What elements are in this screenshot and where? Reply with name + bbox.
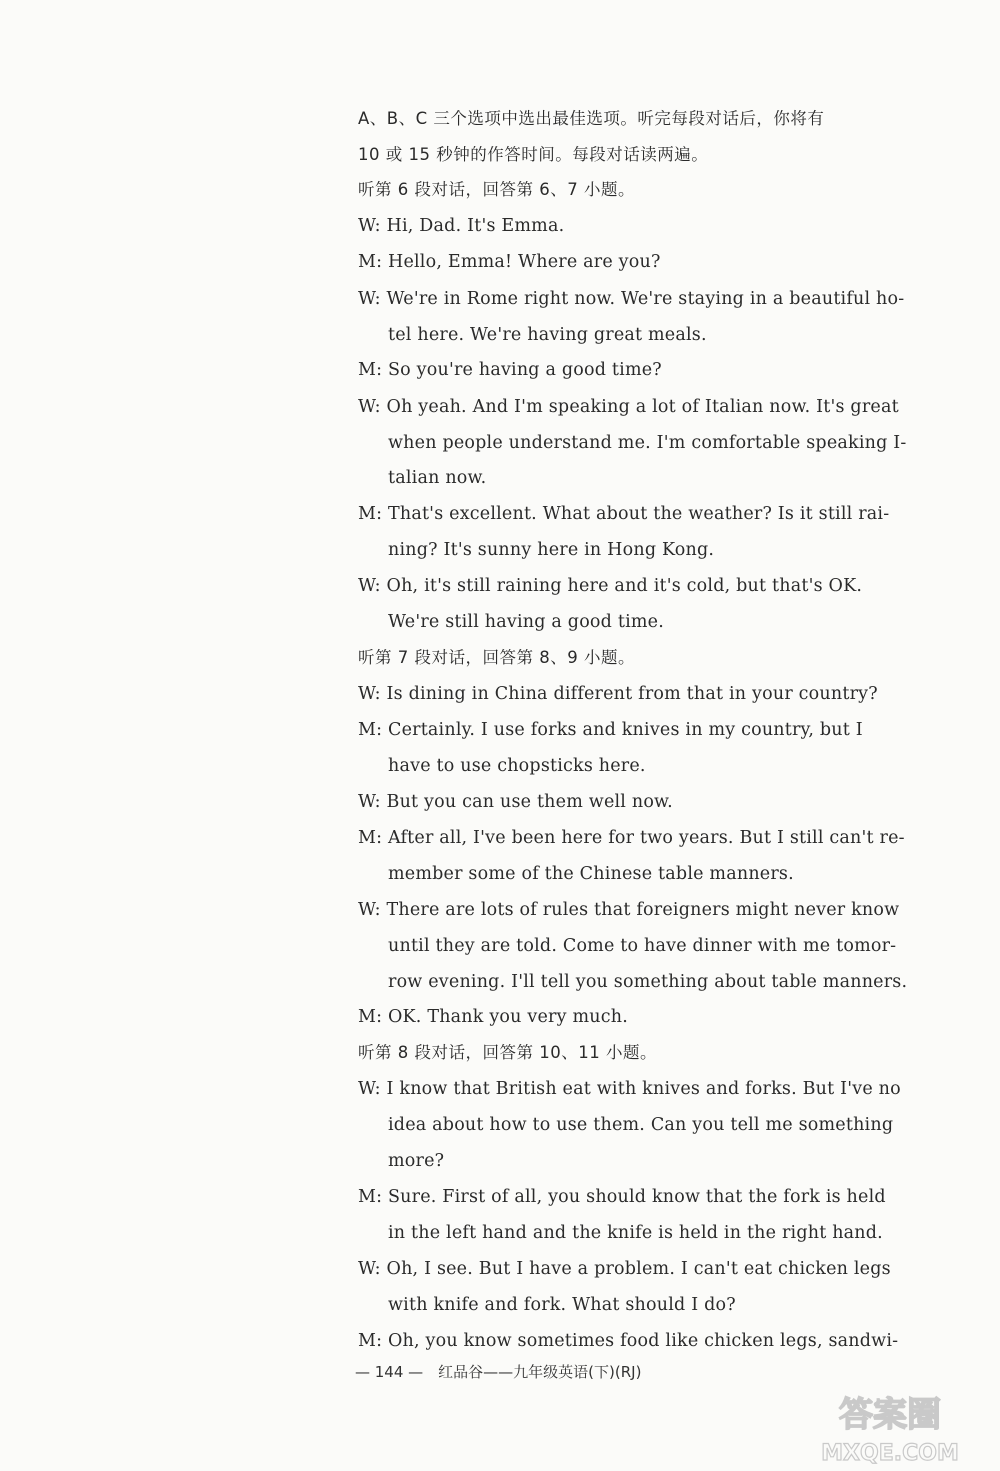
instruction-line: A、B、C 三个选项中选出最佳选项。听完每段对话后，你将有 [358, 109, 825, 128]
dialogue-line: M: So you're having a good time? [358, 360, 662, 380]
watermark-top-text: 答案圈 [839, 1395, 941, 1435]
dialogue-heading: 听第 6 段对话，回答第 6、7 小题。 [358, 180, 635, 199]
dialogue-line: M: OK. Thank you very much. [358, 1007, 628, 1027]
dialogue-line: W: Oh yeah. And I'm speaking a lot of Italian now. It's great [358, 397, 899, 417]
watermark-bottom-text: MXQE.COM [821, 1441, 959, 1466]
dialogue-line: W: Hi, Dad. It's Emma. [358, 216, 565, 236]
dialogue-line: W: Oh, I see. But I have a problem. I can't eat chicken legs [358, 1259, 891, 1279]
dialogue-line: more? [388, 1151, 445, 1171]
dialogue-line: row evening. I'll tell you something about table manners. [388, 972, 908, 992]
dialogue-line: member some of the Chinese table manners. [388, 864, 794, 884]
dialogue-line: W: But you can use them well now. [358, 792, 673, 812]
dialogue-line: W: We're in Rome right now. We're staying in a beautiful ho- [358, 289, 905, 309]
dialogue-line: W: Is dining in China different from that in your country? [358, 684, 878, 704]
dialogue-line: W: There are lots of rules that foreigners might never know [358, 900, 900, 920]
dialogue-line: We're still having a good time. [388, 612, 664, 632]
dialogue-line: M: Sure. First of all, you should know that the fork is held [358, 1187, 886, 1207]
dialogue-line: until they are told. Come to have dinner with me tomor- [388, 936, 897, 956]
dialogue-line: W: Oh, it's still raining here and it's cold, but that's OK. [358, 576, 863, 596]
instruction-line: 10 或 15 秒钟的作答时间。每段对话读两遍。 [358, 145, 709, 164]
dialogue-line: M: Certainly. I use forks and knives in my country, but I [358, 720, 863, 740]
dialogue-heading: 听第 8 段对话，回答第 10、11 小题。 [358, 1043, 657, 1062]
watermark-logo [790, 1388, 990, 1466]
dialogue-line: when people understand me. I'm comfortable speaking I- [388, 433, 907, 453]
dialogue-line: talian now. [388, 468, 487, 488]
dialogue-line: have to use chopsticks here. [388, 756, 646, 776]
dialogue-line: with knife and fork. What should I do? [388, 1295, 736, 1315]
page-footer: — 144 — 红品谷——九年级英语(下)(RJ) [355, 1363, 642, 1381]
dialogue-line: M: After all, I've been here for two years. But I still can't re- [358, 828, 905, 848]
dialogue-line: in the left hand and the knife is held in the right hand. [388, 1223, 883, 1243]
dialogue-line: M: Oh, you know sometimes food like chicken legs, sandwi- [358, 1331, 899, 1351]
watermark-graphic [790, 1388, 990, 1466]
dialogue-heading: 听第 7 段对话，回答第 8、9 小题。 [358, 648, 635, 667]
dialogue-line: M: Hello, Emma! Where are you? [358, 252, 661, 272]
dialogue-line: idea about how to use them. Can you tell me something [388, 1115, 894, 1135]
dialogue-line: tel here. We're having great meals. [388, 325, 707, 345]
dialogue-line: W: I know that British eat with knives and forks. But I've no [358, 1079, 901, 1099]
dialogue-line: M: That's excellent. What about the weather? Is it still rai- [358, 504, 890, 524]
dialogue-line: ning? It's sunny here in Hong Kong. [388, 540, 715, 560]
